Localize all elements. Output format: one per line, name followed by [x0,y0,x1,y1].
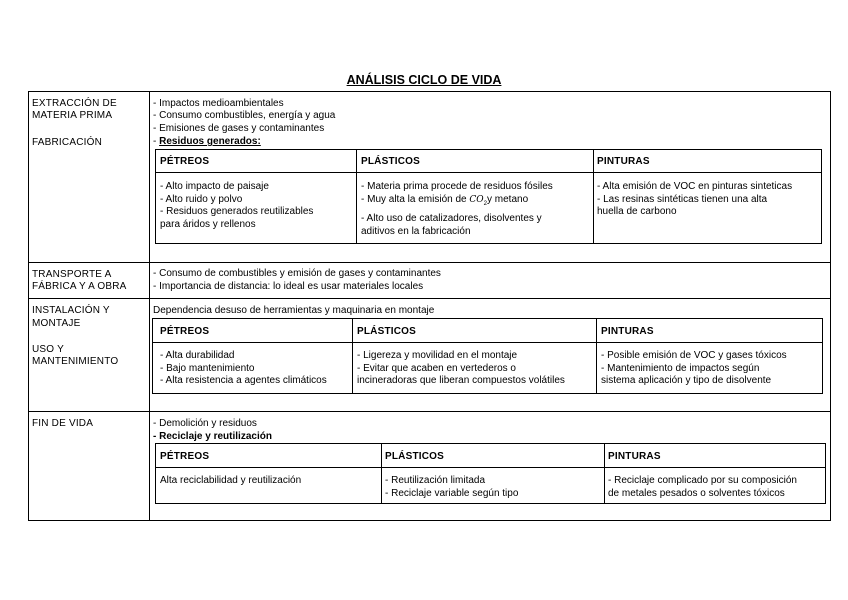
impact-item: - Consumo de combustibles y emisión de gases y contaminantes [153,268,441,279]
row-divider [29,262,830,263]
stage-label-instalacion: INSTALACIÓN Y [32,305,110,316]
header-pinturas: PINTURAS [601,326,654,337]
header-pinturas: PINTURAS [597,156,650,167]
page-title: ANÁLISIS CICLO DE VIDA [346,73,502,87]
petreos-cell: - Alta durabilidad - Bajo mantenimiento - Alta resistencia a agentes climáticos [160,350,327,386]
stage-label-extraccion: EXTRACCIÓN DE [32,98,117,109]
header-plasticos: PLÁSTICOS [357,326,417,337]
table-divider [156,172,821,173]
header-petreos: PÉTREOS [160,326,210,337]
materials-table-extraccion [155,149,822,244]
impact-item: - Consumo combustibles, energía y agua [153,110,336,121]
residuos-heading: - Residuos generados: [153,136,261,147]
table-divider [352,319,353,393]
stage-label-uso: USO Y [32,344,64,355]
stage-label-fabrica-obra: FÁBRICA Y A OBRA [32,281,127,292]
header-plasticos: PLÁSTICOS [361,156,421,167]
plasticos-cell: - Ligereza y movilidad en el montaje - Evitar que acaben en vertederos o incineradoras que liberan compuestos volátiles [357,350,565,386]
row-divider [29,298,830,299]
materials-table-instalacion [152,318,823,394]
impact-item: - Demolición y residuos [153,418,257,429]
header-pinturas: PINTURAS [608,451,661,462]
impact-item: - Emisiones de gases y contaminantes [153,123,325,134]
header-plasticos: PLÁSTICOS [385,451,445,462]
impact-item: - Importancia de distancia: lo ideal es usar materiales locales [153,281,424,292]
table-divider [596,319,597,393]
life-cycle-table [28,91,831,521]
stage-label-fin-de-vida: FIN DE VIDA [32,418,94,429]
pinturas-cell: - Alta emisión de VOC en pinturas sinteticas - Las resinas sintéticas tienen una alta huella de carbono [597,181,793,217]
co2-symbol: CO [469,194,484,205]
column-divider [149,92,150,520]
table-divider [381,444,382,503]
table-divider [593,150,594,243]
table-divider [153,342,822,343]
row-divider [29,411,830,412]
header-petreos: PÉTREOS [160,156,210,167]
header-petreos: PÉTREOS [160,451,210,462]
pinturas-cell: - Reciclaje complicado por su composición de metales pesados o solventes tóxicos [608,475,797,499]
stage-label-transporte: TRANSPORTE A [32,269,112,280]
stage-label-fabricacion: FABRICACIÓN [32,137,102,148]
impact-item: - Impactos medioambientales [153,98,284,109]
stage-label-mantenimiento: MANTENIMIENTO [32,356,119,367]
materials-table-fin [155,443,826,504]
dependencia-text: Dependencia desuso de herramientas y maquinaria en montaje [153,305,435,316]
plasticos-cell: - Materia prima procede de residuos fósiles - Muy alta la emisión de $CO_2y$ metano - Alto uso de catalizadores, disolventes y aditivos en la fabricación [361,181,553,237]
table-divider [356,150,357,243]
petreos-cell: - Alto impacto de paisaje - Alto ruido y polvo - Residuos generados reutilizables para áridos y rellenos [160,181,314,230]
table-divider [604,444,605,503]
pinturas-cell: - Posible emisión de VOC y gases tóxicos - Mantenimiento de impactos según sistema aplicación y tipo de disolvente [601,350,787,386]
reciclaje-heading: - Reciclaje y reutilización [153,431,272,442]
stage-label-materia-prima: MATERIA PRIMA [32,110,113,121]
table-divider [156,467,825,468]
petreos-cell: Alta reciclabilidad y reutilización [160,475,302,486]
stage-label-montaje: MONTAJE [32,318,81,329]
plasticos-cell: - Reutilización limitada - Reciclaje variable según tipo [385,475,519,499]
